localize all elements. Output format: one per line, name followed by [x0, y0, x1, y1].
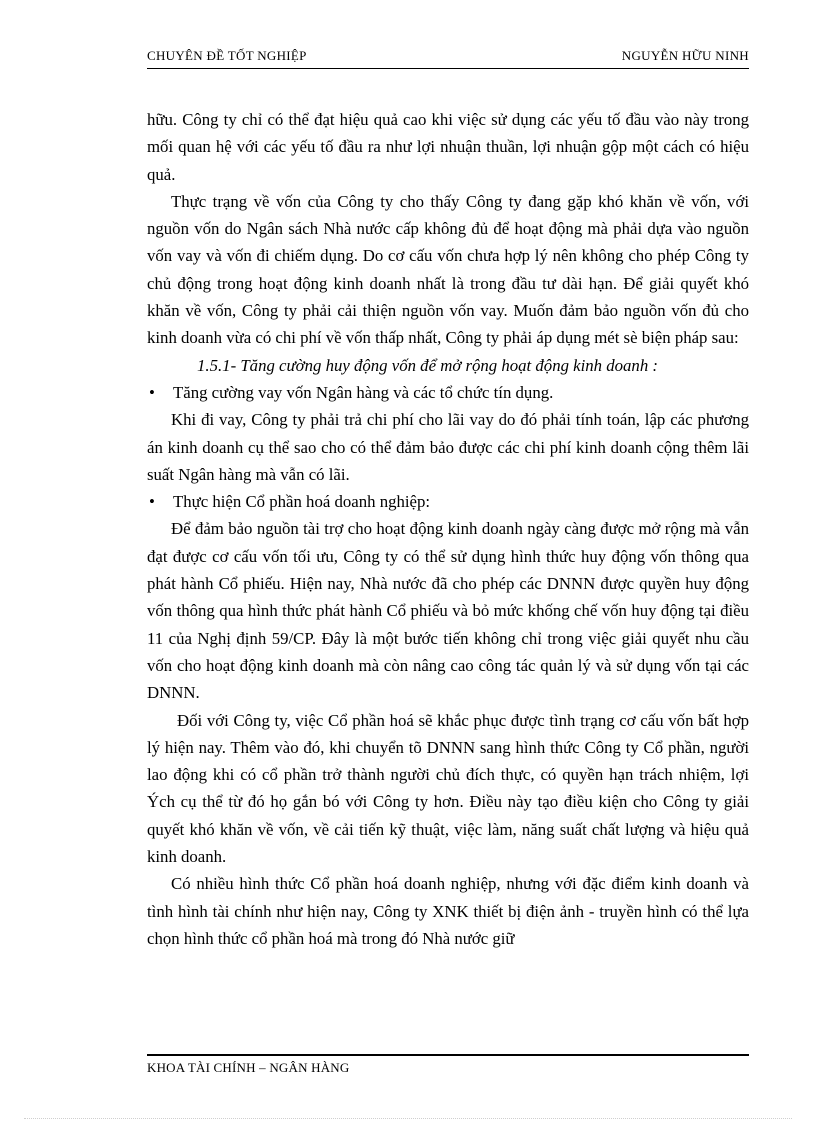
paragraph-6: Có nhiều hình thức Cổ phần hoá doanh nghiệp, nhưng với đặc điểm kinh doanh và tình hình tài chính như hiện nay, Công ty XNK thiết bị điện ảnh - truyền hình có thể lựa chọn hình thức cổ phần hoá mà trong đó Nhà nước giữ: [147, 874, 749, 948]
paragraph-4: Để đảm bảo nguồn tài trợ cho hoạt động kinh doanh ngày càng được mở rộng mà vẫn đạt được cơ cấu vốn tối ưu, Công ty có thể sử dụng hình thức huy động vốn thông qua phát hành Cổ phiếu. Hiện nay, Nhà nước đã cho phép các DNNN được quyền huy động vốn thông qua hình thức phát hành Cổ phiếu và bỏ mức khống chế vốn huy động tại điều 11 của Nghị định 59/CP. Đây là một bước tiến không chỉ trong việc giải quyết nhu cầu vốn cho hoạt động kinh doanh mà còn nâng cao công tác quản lý và sử dụng vốn tại các DNNN.: [147, 519, 749, 703]
document-body: [147, 106, 749, 952]
bullet-text-2: Thực hiện Cổ phần hoá doanh nghiệp:: [173, 492, 431, 512]
page-footer: [147, 1054, 749, 1076]
bullet-text-1: Tăng cường vay vốn Ngân hàng và các tổ chức tín dụng.: [173, 382, 554, 402]
bullet-icon: •: [149, 382, 155, 402]
paragraph-3: Khi đi vay, Công ty phải trả chi phí cho lãi vay do đó phải tính toán, lập các phương án kinh doanh cụ thể sao cho có thể đảm bảo được các chi phí kinh doanh cộng thêm lãi suất Ngân hàng mà vẫn có lãi.: [147, 410, 749, 484]
page-bottom-divider: [24, 1118, 792, 1119]
footer-text: KHOA TÀI CHÍNH – NGÂN HÀNG: [147, 1060, 350, 1075]
bullet-item-2: [147, 488, 749, 515]
header-author: NGUYỄN HỮU NINH: [621, 48, 749, 63]
paragraph-2: Thực trạng về vốn của Công ty cho thấy Công ty đang gặp khó khăn về vốn, với nguồn vốn do Ngân sách Nhà nước cấp không đủ để hoạt động mà phải dựa vào nguồn vốn vay và vốn đi chiếm dụng. Do cơ cấu vốn chưa hợp lý nên không cho phép Công ty chủ động trong hoạt động kinh doanh nhất là trong đầu tư dài hạn. Để giải quyết khó khăn về vốn, Công ty phải cải thiện nguồn vốn vay. Muốn đảm bảo nguồn vốn đủ cho kinh doanh vừa có chi phí về vốn thấp nhất, Công ty phải áp dụng mét sè biện pháp sau:: [147, 191, 749, 348]
page-header: [147, 46, 749, 69]
bullet-icon: •: [149, 492, 155, 512]
header-title: CHUYÊN ĐỀ TỐT NGHIỆP: [147, 48, 307, 63]
paragraph-5: Đối với Công ty, việc Cổ phần hoá sẽ khắc phục được tình trạng cơ cấu vốn bất hợp lý hiện nay. Thêm vào đó, khi chuyển tõ DNNN sang hình thức Công ty Cổ phần, người lao động khi có cổ phần trở thành người chủ đích thực, có quyền hạn trách nhiệm, lợi Ých cụ thể từ đó họ gắn bó với Công ty hơn. Điều này tạo điều kiện cho Công ty giải quyết khó khăn về vốn, về cải tiến kỹ thuật, việc làm, năng suất chất lượng và hiệu quả kinh doanh.: [147, 710, 749, 867]
paragraph-1: hữu. Công ty chỉ có thể đạt hiệu quả cao khi việc sử dụng các yếu tố đầu vào này trong mối quan hệ với các yếu tố đầu ra như lợi nhuận thuần, lợi nhuận gộp một cách có hiệu quả.: [147, 110, 749, 184]
bullet-item-1: [147, 379, 749, 406]
section-heading: 1.5.1- Tăng cường huy động vốn để mở rộng hoạt động kinh doanh :: [197, 355, 659, 375]
